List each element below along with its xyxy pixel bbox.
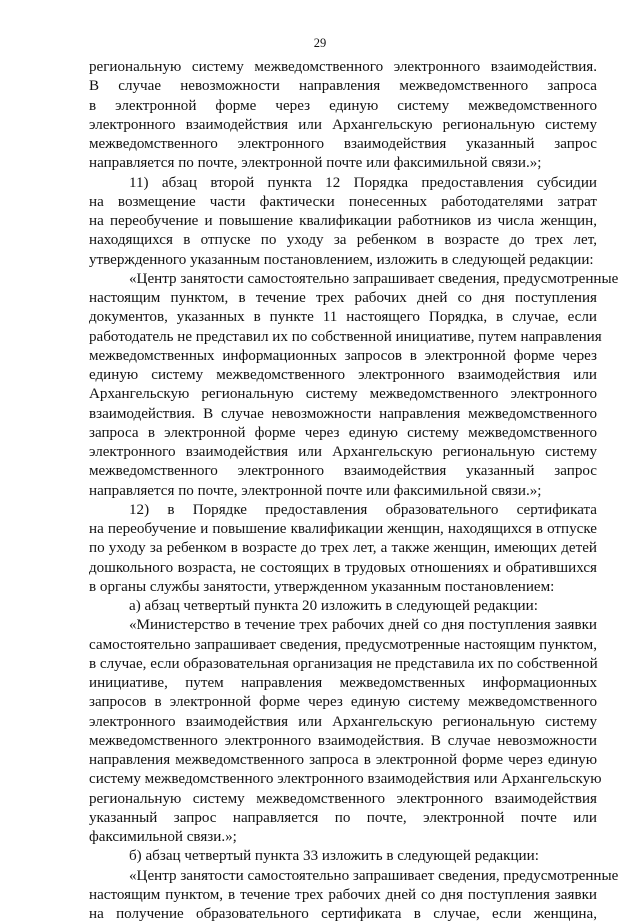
text-line: направляется по почте, электронной почте или факсимильной связи.»; — [89, 155, 542, 172]
text-line: в органы службы занятости, утвержденном указанным постановлением: — [89, 578, 555, 595]
text-line: «Центр занятости самостоятельно запрашивает сведения, предусмотренные — [129, 867, 619, 884]
text-line: направления межведомственного запроса в электронной форме через единую — [89, 752, 597, 768]
text-line: «Центр занятости самостоятельно запрашивает сведения, предусмотренные — [129, 270, 619, 287]
text-line: взаимодействия. В случае невозможности направления межведомственного — [89, 405, 597, 422]
text-line: 12) в Порядке предоставления образовательного сертификата — [129, 501, 597, 518]
text-line: самостоятельно запрашивает сведения, предусмотренные настоящим пунктом, — [89, 636, 597, 653]
text-line: настоящим пунктом, в течение трех рабочих дней со дня поступления заявки — [89, 886, 597, 903]
text-line: межведомственного электронного взаимодействия. В случае невозможности — [89, 732, 597, 749]
text-line: электронного взаимодействия или Архангельскую региональную систему — [89, 444, 597, 460]
text-line: запросов в электронной форме через единую систему межведомственного — [89, 694, 597, 711]
text-line: инициативе, путем направления межведомственных информационных — [89, 675, 597, 691]
text-line: б) абзац четвертый пункта 33 изложить в следующей редакции: — [129, 848, 539, 865]
text-line: «Министерство в течение трех рабочих дней со дня поступления заявки — [129, 617, 597, 634]
text-line: на переобучение и повышение квалификации работников из числа женщин, — [89, 213, 597, 229]
text-line: на переобучение и повышение квалификации женщин, находящихся в отпуске — [89, 521, 597, 537]
text-line: межведомственного электронного взаимодействия указанный запрос — [89, 463, 597, 480]
text-line: единую систему межведомственного электронного взаимодействия или — [89, 367, 597, 383]
text-line: в случае, если образовательная организация не представила их по собственной — [89, 655, 598, 672]
document-body — [89, 58, 619, 924]
text-line: межведомственных информационных запросов в электронной форме через — [89, 347, 597, 364]
text-line: межведомственного электронного взаимодействия указанный запрос — [89, 136, 597, 152]
text-line: в электронной форме через единую систему межведомственного — [89, 97, 597, 114]
text-line: находящихся в отпуске по уходу за ребенком в возрасте до трех лет, — [89, 232, 597, 249]
text-line: региональную систему межведомственного электронного взаимодействия. — [89, 59, 597, 75]
page-number: 29 — [313, 36, 327, 50]
text-line: электронного взаимодействия или Архангельскую региональную систему — [89, 116, 597, 133]
text-line: по уходу за ребенком в возрасте до трех лет, а также женщин, имеющих детей — [89, 540, 597, 557]
text-line: факсимильной связи.»; — [89, 829, 237, 845]
text-line: указанный запрос направляется по почте, электронной почте или — [89, 809, 597, 826]
text-line: региональную систему межведомственного электронного взаимодействия — [89, 790, 597, 807]
text-line: систему межведомственного электронного взаимодействия или Архангельскую — [89, 771, 602, 788]
text-line: настоящим пунктом, в течение трех рабочих дней со дня поступления — [89, 290, 597, 306]
text-line: дошкольного возраста, не состоящих в трудовых отношениях и обратившихся — [89, 559, 597, 576]
text-line: 11) абзац второй пункта 12 Порядка предоставления субсидии — [129, 174, 597, 191]
text-line: утвержденного указанным постановлением, изложить в следующей редакции: — [89, 251, 594, 268]
text-line: на возмещение части фактически понесенных работодателями затрат — [89, 193, 597, 210]
text-line: работодатель не представил их по собственной инициативе, путем направления — [89, 328, 602, 345]
text-line: на получение образовательного сертификата в случае, если женщина, — [89, 906, 597, 922]
text-line: электронного взаимодействия или Архангельскую региональную систему — [89, 713, 597, 730]
text-line: Архангельскую региональную систему межведомственного электронного — [89, 386, 597, 403]
text-line: запроса в электронной форме через единую систему межведомственного — [89, 424, 597, 441]
text-line: документов, указанных в пункте 11 настоящего Порядка, в случае, если — [89, 309, 597, 326]
text-line: направляется по почте, электронной почте или факсимильной связи.»; — [89, 482, 542, 499]
text-line: В случае невозможности направления межведомственного запроса — [89, 78, 597, 95]
text-line: а) абзац четвертый пункта 20 изложить в следующей редакции: — [129, 598, 538, 614]
